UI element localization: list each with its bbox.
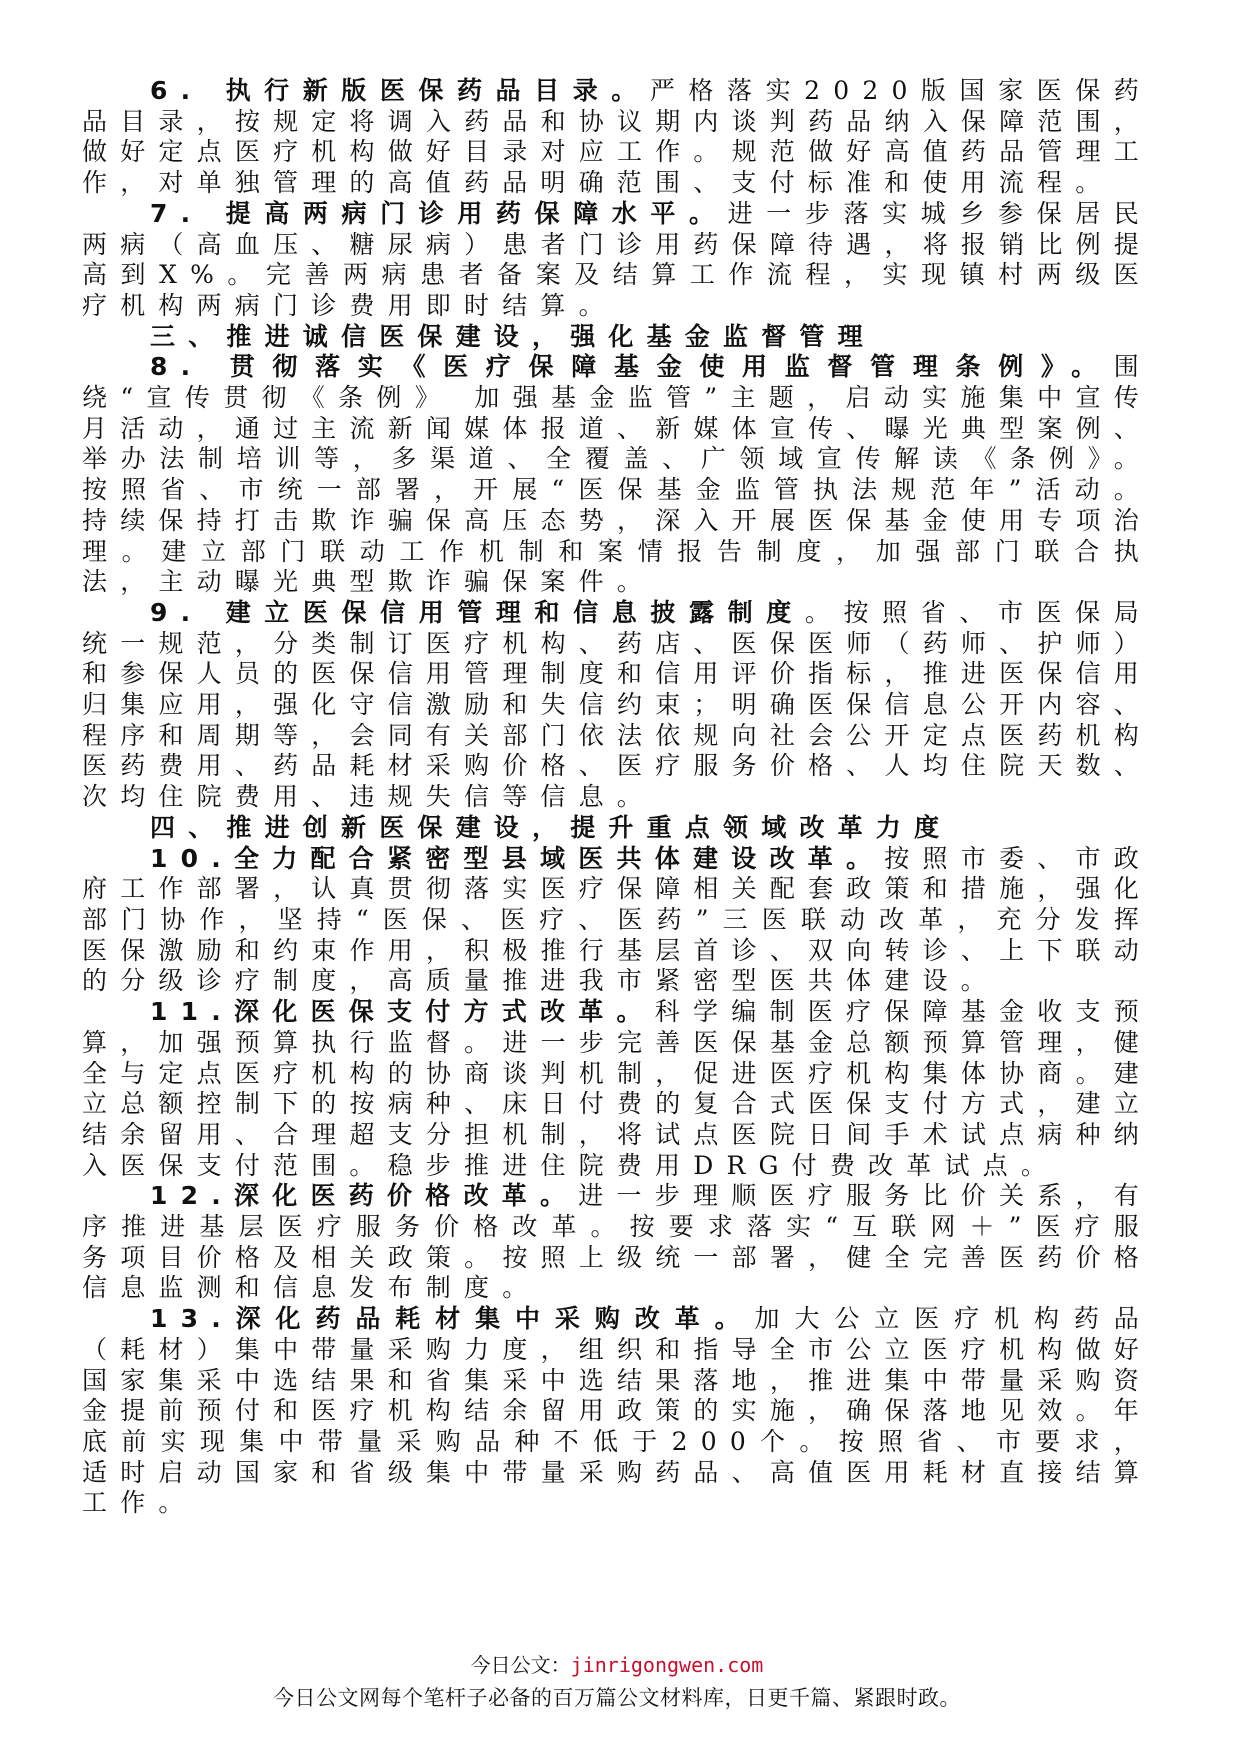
item-title: 6. 执行新版医保药品目录。: [150, 76, 650, 105]
footer-source: [0, 1652, 1234, 1678]
footer-label: 今日公文：: [470, 1653, 571, 1677]
paragraph-item-13: [82, 1304, 1152, 1519]
item-title: 12.深化医药价格改革。: [150, 1181, 579, 1211]
item-title: 7. 提高两病门诊用药保障水平。: [150, 198, 728, 228]
item-body: 进一步理顺医疗服务比价关系，有序推进基层医疗服务价格改革。按要求落实“互联网＋”医疗服务项目价格及相关政策。按照上级统一部署，健全完善医药价格信息监测和信息发布制度。: [82, 1181, 1152, 1303]
paragraph-item-6: [82, 76, 1152, 199]
paragraph-item-8: [82, 352, 1152, 598]
footer-slogan: 今日公文网每个笔杆子必备的百万篇公文材料库，日更千篇、紧跟时政。: [273, 1686, 961, 1710]
item-body: 科学编制医疗保障基金收支预算，加强预算执行监督。进一步完善医保基金总额预算管理，健全与定点医疗机构的协商谈判机制，促进医疗机构集体协商。建立总额控制下的按病种、床日付费的复合式医保支付方式，建立结余留用、合理超支分担机制，将试点医院日间手术试点病种纳入医保支付范围。稳步推进住院费用DRG付费改革试点。: [82, 997, 1152, 1180]
document-body: [82, 76, 1152, 1519]
paragraph-item-11: [82, 997, 1152, 1181]
item-body: 按照市委、市政府工作部署，认真贯彻落实医疗保障相关配套政策和措施，强化部门协作，坚持“医保、医疗、医药”三医联动改革，充分发挥医保激励和约束作用，积极推行基层首诊、双向转诊、上下联动的分级诊疗制度，高质量推进我市紧密型医共体建设。: [82, 843, 1152, 996]
paragraph-item-9: [82, 598, 1152, 813]
paragraph-item-7: [82, 199, 1152, 322]
item-title: 8. 贯彻落实《医疗保障基金使用监督管理条例》。: [150, 352, 1114, 382]
paragraph-item-12: [82, 1181, 1152, 1304]
item-title: 10.全力配合紧密型县域医共体建设改革。: [150, 843, 885, 873]
paragraph-item-10: [82, 844, 1152, 998]
section-heading-4: 四、推进创新医保建设，提升重点领域改革力度: [150, 812, 953, 842]
item-body: 严格落实2020版国家医保药品目录，按规定将调入药品和协议期内谈判药品纳入保障范围，做好定点医疗机构做好目录对应工作。规范做好高值药品管理工作，对单独管理的高值药品明确范围、支付标准和使用流程。: [82, 76, 1152, 198]
item-title: 11.深化医保支付方式改革。: [150, 997, 655, 1027]
item-body: 加大公立医疗机构药品（耗材）集中带量采购力度，组织和指导全市公立医疗机构做好国家集采中选结果和省集采中选结果落地，推进集中带量采购资金提前预付和医疗机构结余留用政策的实施，确保落地见效。年底前实现集中带量采购品种不低于200个。按照省、市要求，适时启动国家和省级集中带量采购药品、高值医用耗材直接结算工作。: [82, 1304, 1152, 1518]
item-body: 围绕“宣传贯彻《条例》 加强基金监管”主题，启动实施集中宣传月活动，通过主流新闻媒体报道、新媒体宣传、曝光典型案例、举办法制培训等，多渠道、全覆盖、广领域宣传解读《条例》。按照省、市统一部署，开展“医保基金监管执法规范年”活动。持续保持打击欺诈骗保高压态势，深入开展医保基金使用专项治理。建立部门联动工作机制和案情报告制度，加强部门联合执法，主动曝光典型欺诈骗保案件。: [82, 352, 1152, 597]
item-title: 9. 建立医保信用管理和信息披露制度: [150, 597, 805, 627]
section-heading-3: 三、推进诚信医保建设，强化基金监督管理: [150, 321, 876, 351]
footer-url-link[interactable]: jinrigongwen.com: [570, 1653, 764, 1677]
item-body: 进一步落实城乡参保居民两病（高血压、糖尿病）患者门诊用药保障待遇，将报销比例提高到X%。完善两病患者备案及结算工作流程，实现镇村两级医疗机构两病门诊费用即时结算。: [82, 198, 1153, 320]
item-title: 13.深化药品耗材集中采购改革。: [150, 1304, 755, 1334]
item-body: 。按照省、市医保局统一规范，分类制订医疗机构、药店、医保医师（药师、护师）和参保人员的医保信用管理制度和信用评价指标，推进医保信用归集应用，强化守信激励和失信约束；明确医保信息公开内容、程序和周期等，会同有关部门依法依规向社会公开定点医药机构医药费用、药品耗材采购价格、医疗服务价格、人均住院天数、次均住院费用、违规失信等信息。: [82, 597, 1152, 812]
